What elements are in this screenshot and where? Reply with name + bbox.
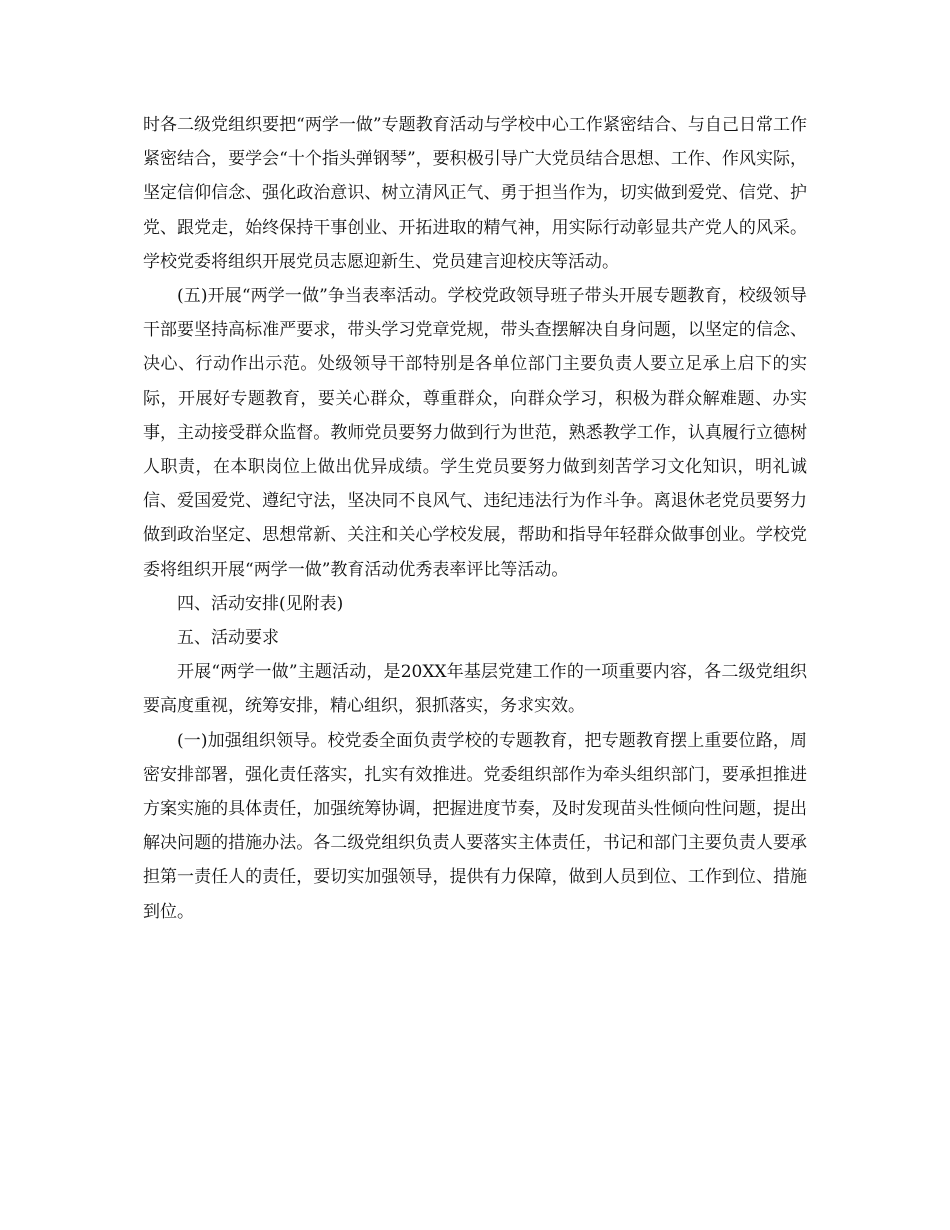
heading-activity-schedule: 四、活动安排(见附表) (177, 593, 344, 614)
paragraph-section-five-role-model: (五)开展“两学一做”争当表率活动。学校党政领导班子带头开展专题教育，校级领导干部要坚持高标准严要求，带头学习党章党规，带头查摆解决自身问题，以坚定的信念、决心、行动作出示范。处级领导干部特别是各单位部门主要负责人要立足承上启下的实际，开展好专题教育，要关心群众，尊重群众，向群众学习，积极为群众解难题、办实事，主动接受群众监督。教师党员要努力做到行为世范，熟悉教学工作，认真履行立德树人职责，在本职岗位上做出优异成绩。学生党员要努力做到刻苦学习文化知识，明礼诚信、爱国爱党、遵纪守法，坚决同不良风气、违纪违法行为作斗争。离退休老党员要努力做到政治坚定、思想常新、关注和关心学校发展，帮助和指导年轻群众做事创业。学校党委将组织开展“两学一做”教育活动优秀表率评比等活动。 (143, 286, 807, 580)
paragraph-requirements-intro: 开展“两学一做”主题活动，是20XX年基层党建工作的一项重要内容，各二级党组织要高度重视，统筹安排，精心组织，狠抓落实，务求实效。 (143, 662, 807, 717)
document-body (143, 108, 807, 929)
paragraph-strengthen-leadership: (一)加强组织领导。校党委全面负责学校的专题教育，把专题教育摆上重要位路，周密安排部署，强化责任落实，扎实有效推进。党委组织部作为牵头组织部门，要承担推进方案实施的具体责任，加强统筹协调，把握进度节奏，及时发现苗头性倾向性问题，提出解决问题的措施办法。各二级党组织负责人要落实主体责任，书记和部门主要负责人要承担第一责任人的责任，要切实加强领导，提供有力保障，做到人员到位、工作到位、措施到位。 (143, 730, 807, 922)
heading-activity-requirements: 五、活动要求 (177, 628, 279, 649)
paragraph-continuation: 时各二级党组织要把“两学一做”专题教育活动与学校中心工作紧密结合、与自己日常工作紧密结合，要学会“十个指头弹钢琴”，要积极引导广大党员结合思想、工作、作风实际，坚定信仰信念、强化政治意识、树立清风正气、勇于担当作为，切实做到爱党、信党、护党、跟党走，始终保持干事创业、开拓进取的精气神，用实际行动彰显共产党人的风采。学校党委将组织开展党员志愿迎新生、党员建言迎校庆等活动。 (143, 115, 807, 272)
